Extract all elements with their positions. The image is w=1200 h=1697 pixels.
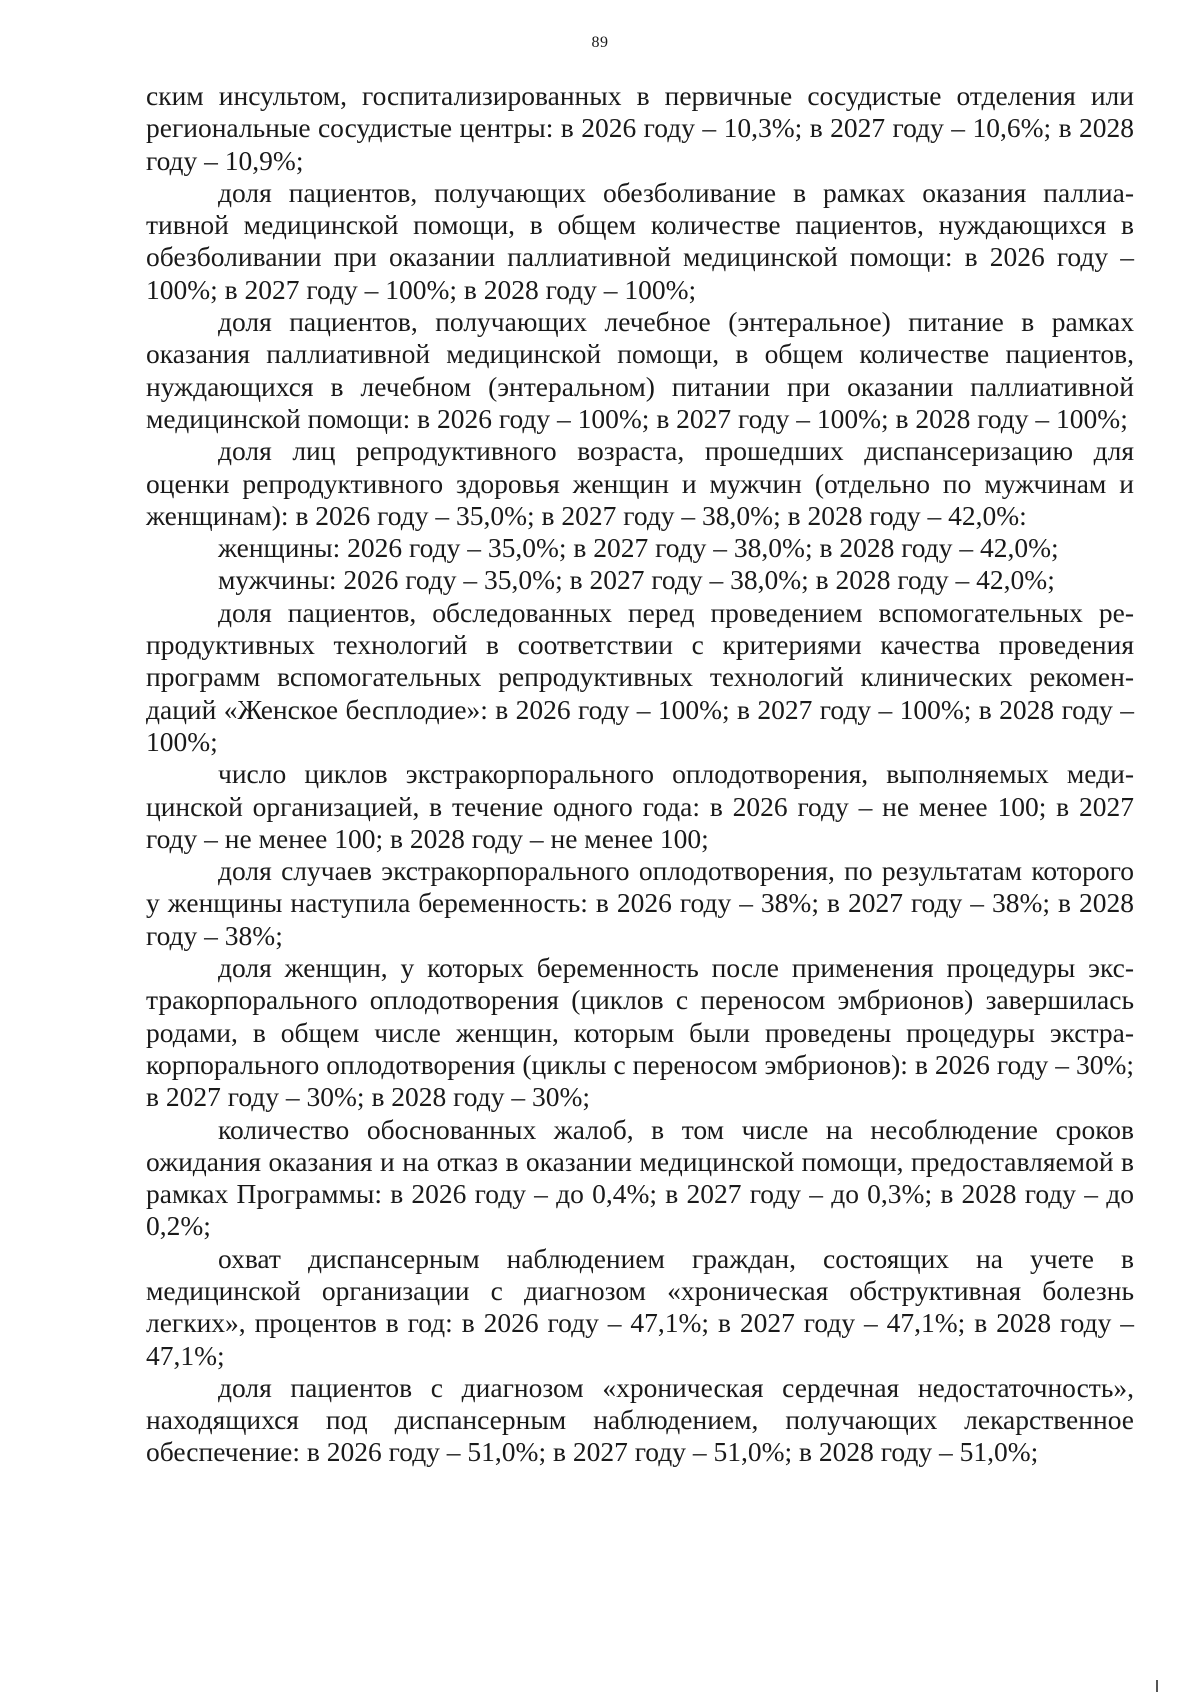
- paragraph-women: женщины: 2026 году – 35,0%; в 2027 году – 38,0%; в 2028 году – 42,0%;: [218, 532, 1059, 564]
- document-body: [146, 80, 1134, 1469]
- paragraph-palliative-nutrition: доля пациентов, получающих лечебное (энтеральное) питание в рамках оказания паллиативной медицинской помощи, в общем количестве пациентов, нуждающихся в лечебном (энтеральном) питании при оказании паллиативной медицинской помощи: в 2026 году – 100%; в 2027 году – 100%; в 2028 году – 100%;: [146, 306, 1134, 434]
- paragraph-copd-coverage: охват диспансерным наблюдением граждан, состоящих на учете в медицинской организации с диагнозом «хроническая обструктивная болезнь легких», процентов в год: в 2026 году – 47,1%; в 2027 году – 47,1%; в 2028 году – 47,1%;: [146, 1242, 1134, 1371]
- paragraph-ivf-cycles: число циклов экстракорпорального оплодотворения, выполняемых медицинской организацией, в течение одного года: в 2026 году – не менее 100; в 2027 году – не менее 100; в 2028 году – не менее 100;: [146, 758, 1134, 854]
- paragraph-palliative-analgesia: доля пациентов, получающих обезболивание в рамках оказания паллиативной медицинской помощи, в общем количестве пациентов, нуждающихся в обезболивании при оказании паллиативной медицинской помощи: в 2026 году – 100%; в 2027 году – 100%; в 2028 году – 100%;: [146, 176, 1134, 305]
- paragraph-art-examination: доля пациентов, обследованных перед проведением вспомогательных репродуктивных технологий в соответствии с критериями качества проведения программ вспомогательных репродуктивных технологий клинических рекомендаций «Женское бесплодие»: в 2026 году – 100%; в 2027 году – 100%; в 2028 году – 100%;: [146, 596, 1134, 757]
- paragraph-complaints: количество обоснованных жалоб, в том числе на несоблюдение сроков ожидания оказания и на отказ в оказании медицинской помощи, предоставляемой в рамках Программы: в 2026 году – до 0,4%; в 2027 году – до 0,3%; в 2028 году – до 0,2%;: [146, 1113, 1134, 1242]
- paragraph-heart-failure: доля пациентов с диагнозом «хроническая сердечная недостаточность», находящихся под диспансерным наблюдением, получающих лекарственное обеспечение: в 2026 году – 51,0%; в 2027 году – 51,0%; в 2028 году – 51,0%;: [146, 1371, 1134, 1468]
- paragraph-continuation: ским инсультом, госпитализированных в первичные сосудистые отделения или региональные сосудистые центры: в 2026 году – 10,3%; в 2027 году – 10,6%; в 2028 году – 10,9%;: [146, 80, 1134, 176]
- scan-artifact-mark: [1156, 1680, 1158, 1692]
- paragraph-men: мужчины: 2026 году – 35,0%; в 2027 году – 38,0%; в 2028 году – 42,0%;: [218, 564, 1055, 596]
- paragraph-ivf-births: доля женщин, у которых беременность после применения процедуры экстракорпорального оплодотворения (циклов с переносом эмбрионов) завершилась родами, в общем числе женщин, которым были проведены процедуры экстракорпорального оплодотворения (циклы с переносом эмбрионов): в 2026 году – 30%; в 2027 году – 30%; в 2028 году – 30%;: [146, 952, 1134, 1113]
- page-number: 89: [591, 34, 609, 51]
- paragraph-ivf-pregnancy: доля случаев экстракорпорального оплодотворения, по результатам которого у женщины наступила беременность: в 2026 году – 38%; в 2027 году – 38%; в 2028 году – 38%;: [146, 855, 1134, 951]
- paragraph-reproductive-screening: доля лиц репродуктивного возраста, прошедших диспансеризацию для оценки репродуктивного здоровья женщин и мужчин (отдельно по мужчинам и женщинам): в 2026 году – 35,0%; в 2027 году – 38,0%; в 2028 году – 42,0%:: [146, 435, 1134, 531]
